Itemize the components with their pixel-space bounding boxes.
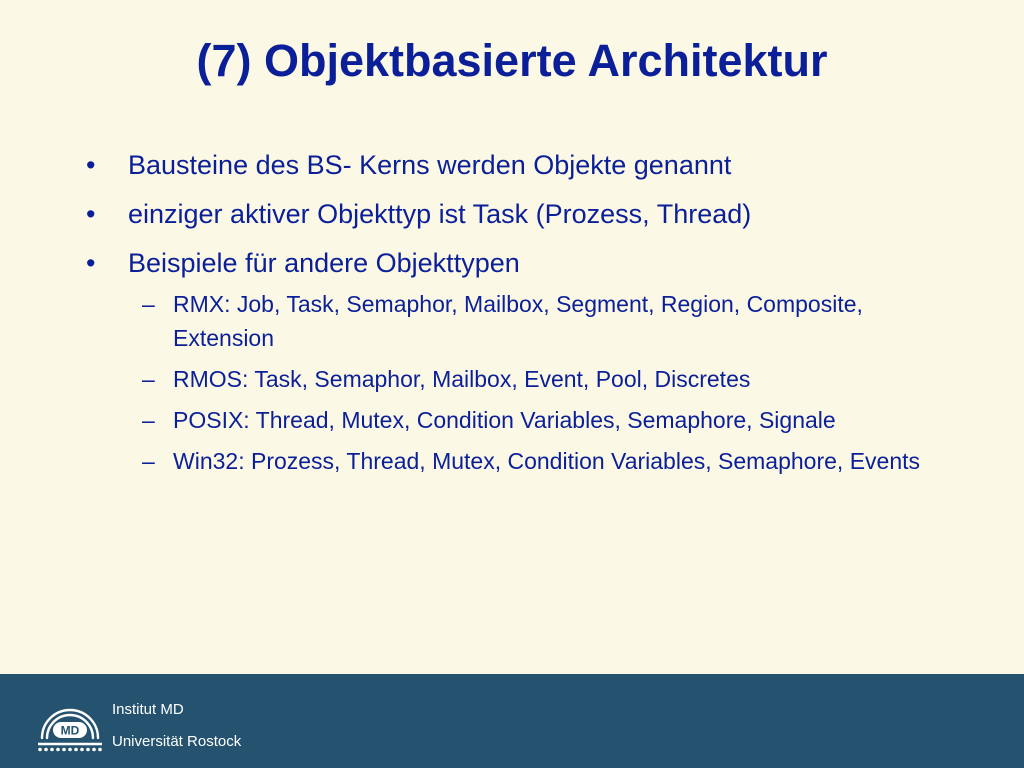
- dash-marker: –: [142, 448, 155, 474]
- bullet-marker: •: [86, 248, 96, 278]
- dash-marker: –: [142, 366, 155, 392]
- bullet-text: einziger aktiver Objekttyp ist Task (Prozess, Thread): [128, 199, 752, 229]
- bullet-text: Beispiele für andere Objekttypen: [128, 248, 520, 278]
- bullet-item: [86, 191, 946, 237]
- sub-bullet-item: [86, 403, 946, 437]
- sub-bullet-list: [86, 287, 946, 478]
- bullet-marker: •: [86, 199, 96, 229]
- slide-content: [86, 142, 946, 485]
- bullet-marker: •: [86, 150, 96, 180]
- sub-bullet-item: [86, 362, 946, 396]
- bullet-text: Bausteine des BS- Kerns werden Objekte genannt: [128, 150, 732, 180]
- dash-marker: –: [142, 291, 155, 317]
- institute-logo-icon: [36, 698, 104, 754]
- bullet-item: [86, 142, 946, 188]
- footer-university: Universität Rostock: [112, 733, 242, 750]
- slide-title: (7) Objektbasierte Architektur: [196, 35, 828, 86]
- sub-bullet-item: [86, 287, 946, 355]
- footer-bar: [0, 674, 1024, 768]
- logo-text: MD: [60, 723, 80, 738]
- sub-bullet-text: POSIX: Thread, Mutex, Condition Variables, Semaphore, Signale: [173, 407, 836, 433]
- bullet-item: [86, 240, 946, 286]
- sub-bullet-text: RMX: Job, Task, Semaphor, Mailbox, Segment, Region, Composite, Extension: [173, 291, 863, 351]
- dash-marker: –: [142, 407, 155, 433]
- footer-institute: Institut MD: [112, 701, 184, 718]
- sub-bullet-text: Win32: Prozess, Thread, Mutex, Condition Variables, Semaphore, Events: [173, 448, 921, 474]
- sub-bullet-item: [86, 444, 946, 478]
- sub-bullet-text: RMOS: Task, Semaphor, Mailbox, Event, Pool, Discretes: [173, 366, 751, 392]
